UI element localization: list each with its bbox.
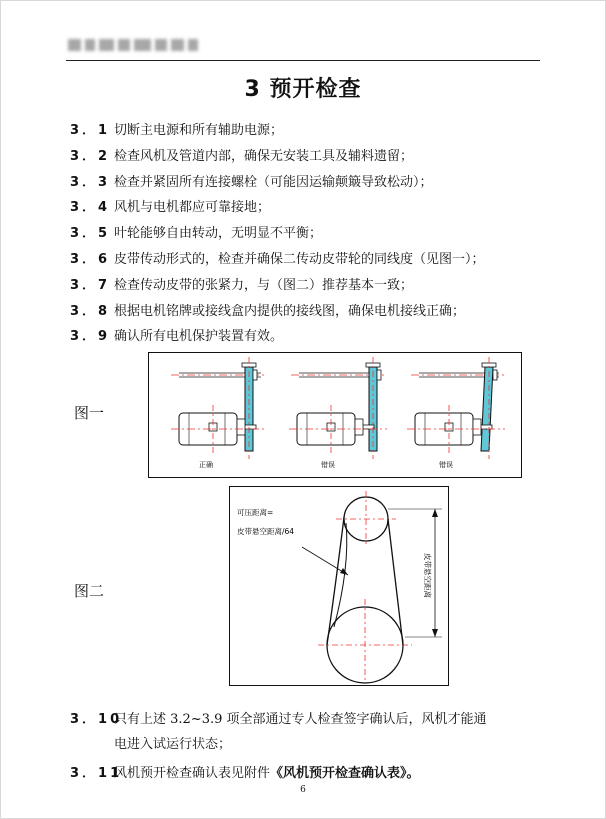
figure1-caption-wrong-2: 错误: [439, 461, 453, 469]
figure1-caption-wrong-1: 错误: [321, 461, 335, 469]
item-number: 3．6: [70, 251, 111, 267]
item-number: 3．2: [70, 148, 111, 164]
list-item: [70, 144, 550, 170]
item-text: 确认所有电机保护装置有效。: [114, 329, 284, 345]
list-item: [70, 247, 550, 273]
item-text: 皮带传动形式的，检查并确保二传动皮带轮的同线度（见图一）；: [114, 251, 485, 267]
item-text-main: 风机预开检查确认表见附件: [114, 766, 271, 781]
page-number: 6: [300, 785, 306, 795]
tension-note-line1: 可压距离=: [237, 508, 274, 517]
figure1-label: 图一: [74, 404, 105, 422]
header-rule: [66, 60, 540, 61]
item-number: 3．8: [70, 303, 111, 319]
item-text: 只有上述 3.2~3.9 项全部通过专人检查签字确认后，风机才能通: [114, 712, 487, 727]
item-text: 根据电机铭牌或接线盒内提供的接线图，确保电机接线正确；: [114, 303, 466, 319]
item-text: 切断主电源和所有辅助电源；: [114, 123, 284, 138]
item-text: 检查传动皮带的张紧力，与（图二）推荐基本一致；: [114, 277, 414, 293]
item-text: 叶轮能够自由转动，无明显不平衡；: [114, 226, 323, 242]
item-number: 3．10: [70, 712, 123, 727]
item-number: 3．11: [70, 766, 123, 781]
list-item: [70, 170, 550, 196]
list-item: [70, 759, 550, 788]
list-item: [70, 299, 550, 325]
blurred-header-logo: [68, 36, 198, 54]
figure2-drawing: [230, 487, 448, 685]
figure2-belt-tension: [229, 486, 449, 686]
section-title: 3 预开检查: [244, 77, 362, 102]
alignment-wrong-angle-diagram: [407, 357, 505, 459]
form-reference: 《风机预开检查确认表》。: [270, 766, 420, 781]
list-item: [70, 221, 550, 247]
item-number: 3．7: [70, 277, 111, 293]
checklist: [70, 118, 550, 350]
figure1-belt-alignment: [148, 352, 522, 478]
alignment-wrong-offset-diagram: [289, 357, 387, 459]
figure1-caption-correct: 正确: [199, 461, 213, 469]
item-text: 检查并紧固所有连接螺栓（可能因运输颠簸导致松动）；: [114, 174, 433, 190]
item-text-continued: 电进入试运行状态；: [114, 737, 232, 752]
figure1-drawing: [149, 353, 521, 477]
item-number: 3．3: [70, 174, 111, 190]
item-text: 检查风机及管道内部，确保无安装工具及辅料遗留；: [114, 148, 414, 164]
list-item: [70, 705, 550, 734]
item-number: 3．1: [70, 123, 111, 138]
span-label: 皮带悬空距离: [423, 553, 432, 598]
alignment-correct-diagram: [171, 357, 267, 459]
tension-note-line2: 皮带悬空距离/64: [237, 527, 295, 536]
list-item: [70, 118, 550, 144]
list-item: [70, 273, 550, 299]
figure2-label: 图二: [74, 582, 105, 600]
item-number: 3．4: [70, 200, 111, 216]
final-items: [70, 705, 550, 788]
list-item: [70, 324, 550, 350]
item-number: 3．9: [70, 329, 111, 345]
item-number: 3．5: [70, 226, 111, 242]
item-text: 风机与电机都应可靠接地；: [114, 200, 271, 216]
item-text: [114, 759, 420, 788]
list-item: [70, 195, 550, 221]
